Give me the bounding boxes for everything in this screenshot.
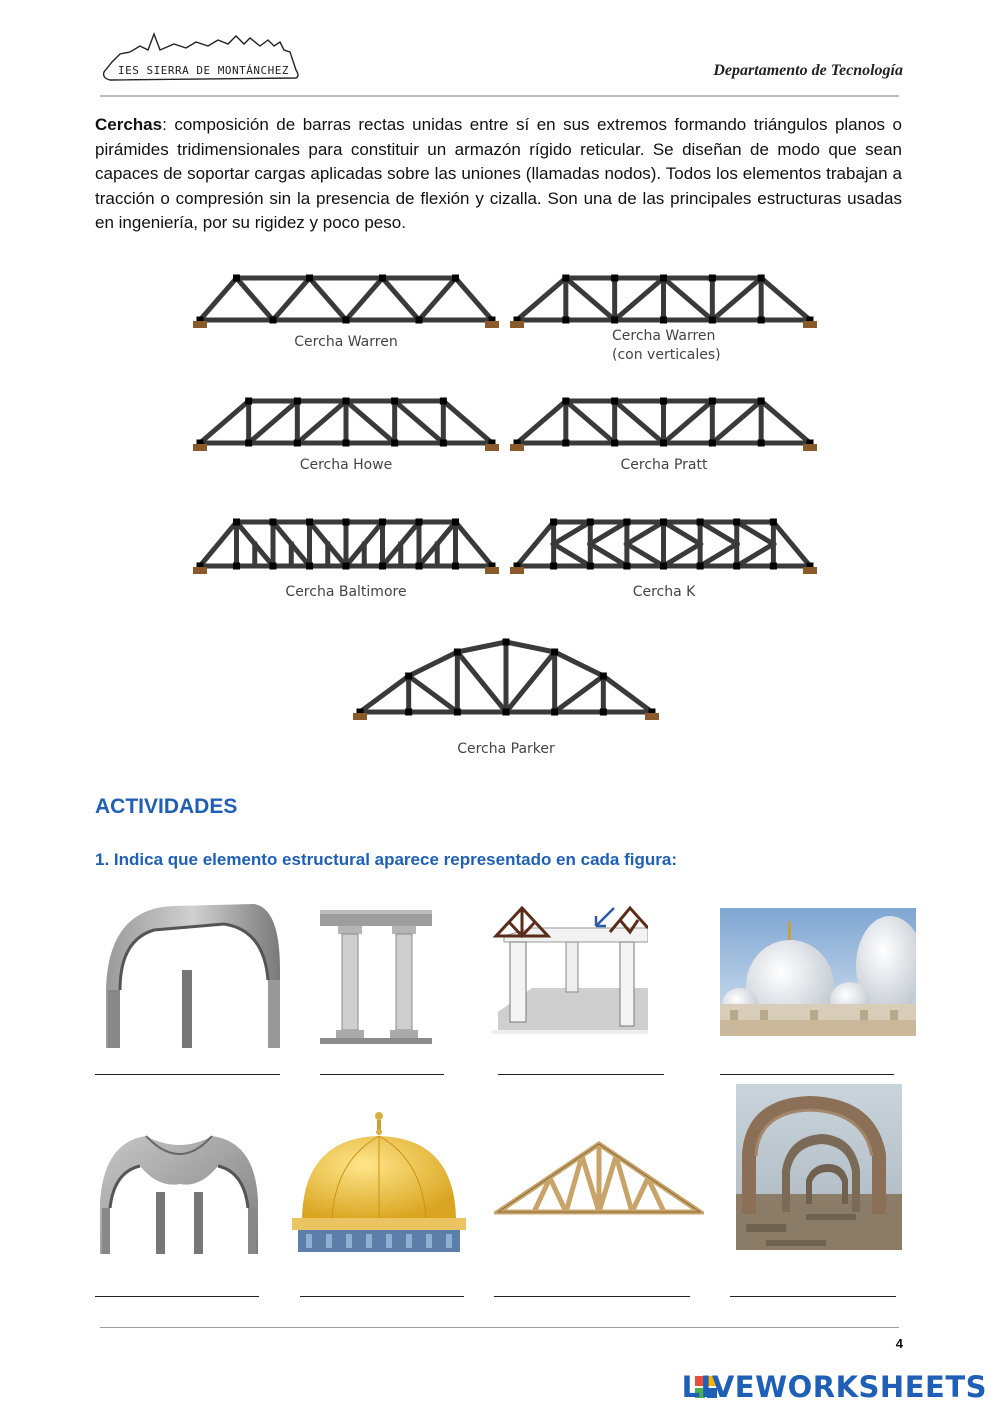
truss-howe-end-right <box>443 401 492 443</box>
answer-line-4[interactable] <box>720 1074 894 1075</box>
truss-howe-node <box>440 398 447 405</box>
truss-caption-baltimore: Cercha Baltimore <box>285 584 407 600</box>
truss-warren-support <box>193 321 207 328</box>
truss-howe-diagonal <box>249 401 298 443</box>
truss-k-node <box>623 519 630 526</box>
truss-howe-node <box>391 398 398 405</box>
truss-k-k-diagonal <box>700 522 737 544</box>
truss-k-node <box>550 563 557 570</box>
truss-parker-top-chord <box>360 676 409 712</box>
truss-parker-diagonal <box>457 652 506 712</box>
truss-baltimore-node <box>233 563 240 570</box>
truss-warren-vert-end-left <box>517 278 566 320</box>
truss-pratt-node <box>611 440 618 447</box>
intro-term: Cerchas <box>95 115 163 134</box>
truss-baltimore-end-right <box>456 522 493 566</box>
figure-wooden-truss <box>494 1140 704 1218</box>
truss-baltimore-node <box>306 563 313 570</box>
truss-parker-node <box>405 709 412 716</box>
truss-k-node <box>587 519 594 526</box>
truss-baltimore-support <box>485 567 499 574</box>
truss-k-k-diagonal <box>737 544 774 566</box>
truss-warren-node <box>379 275 386 282</box>
truss-warren-vert-diagonal <box>712 278 761 320</box>
truss-k-k-diagonal <box>627 522 664 544</box>
truss-warren-vert-support <box>803 321 817 328</box>
truss-k-node <box>697 563 704 570</box>
truss-pratt-end-right <box>761 401 810 443</box>
truss-caption-warren-vert: Cercha Warren (con verticales) <box>612 328 721 363</box>
truss-baltimore-node <box>379 563 386 570</box>
truss-parker-node <box>503 639 510 646</box>
truss-caption-parker: Cercha Parker <box>457 741 555 757</box>
truss-baltimore-support <box>193 567 207 574</box>
truss-parker-top-chord <box>555 652 604 676</box>
intro-paragraph <box>95 113 902 236</box>
figure-groin-vault <box>100 1132 258 1254</box>
truss-pratt-diagonal <box>712 401 761 443</box>
truss-k-node <box>623 563 630 570</box>
truss-howe-node <box>294 398 301 405</box>
truss-parker-node <box>454 649 461 656</box>
truss-k-node <box>587 563 594 570</box>
truss-k-node <box>770 563 777 570</box>
truss-pratt-node <box>660 398 667 405</box>
truss-baltimore-node <box>306 519 313 526</box>
intro-text: : composición de barras rectas unidas entre sí en sus extremos formando triángulos planos o pirámides tridimensionales para constituir un armazón rígido reticular. Se diseñan de modo que sean capaces de soportar cargas aplicadas sobre las uniones (llamadas nodos). Todos los elementos trabajan a tracción o compresión sin la presencia de flexión y cizalla. Son una de las principales estructuras usadas en ingeniería, por su rigidez y poco peso. <box>95 115 902 232</box>
truss-pratt-node <box>709 440 716 447</box>
truss-howe-diagonal <box>297 401 346 443</box>
answer-line-1[interactable] <box>95 1074 280 1075</box>
truss-pratt-diagonal <box>566 401 615 443</box>
truss-parker-top-chord <box>457 642 506 652</box>
truss-howe-node <box>294 440 301 447</box>
truss-warren-diagonal <box>310 278 347 320</box>
truss-k-end-right <box>773 522 810 566</box>
truss-baltimore-node <box>379 519 386 526</box>
truss-howe-support <box>485 444 499 451</box>
truss-k-support <box>803 567 817 574</box>
answer-line-7[interactable] <box>494 1296 690 1297</box>
truss-baltimore-end-left <box>200 522 237 566</box>
truss-k-node <box>660 519 667 526</box>
truss-baltimore-node <box>343 519 350 526</box>
truss-howe-node <box>245 398 252 405</box>
truss-k-k-diagonal <box>554 544 591 566</box>
truss-warren-vert-node <box>660 275 667 282</box>
truss-k-k-diagonal <box>664 522 701 544</box>
figure-stone-arches <box>736 1084 902 1250</box>
figure-barrel-vault <box>104 900 280 1048</box>
truss-k-k-diagonal <box>590 522 627 544</box>
truss-warren-vert-node <box>611 275 618 282</box>
figure-golden-dome <box>292 1110 466 1252</box>
truss-warren-diagonal <box>419 278 456 320</box>
truss-pratt-node <box>562 440 569 447</box>
truss-warren-diagonal <box>237 278 274 320</box>
truss-warren-vert-diagonal <box>664 278 713 320</box>
truss-warren-diagonal <box>456 278 493 320</box>
truss-warren-node <box>452 275 459 282</box>
truss-parker-diagonal <box>409 676 458 712</box>
truss-parker-diagonal <box>555 676 604 712</box>
truss-k-k-diagonal <box>627 544 664 566</box>
truss-k-k-diagonal <box>700 544 737 566</box>
truss-pratt-support <box>510 444 524 451</box>
truss-pratt-node <box>660 440 667 447</box>
department-title: Departamento de Tecnología <box>713 62 903 79</box>
question-1: 1. Indica que elemento estructural aparece representado en cada figura: <box>95 850 677 869</box>
answer-line-8[interactable] <box>730 1296 896 1297</box>
school-logo-text: IES SIERRA DE MONTÁNCHEZ <box>118 64 289 77</box>
truss-k-node <box>697 519 704 526</box>
truss-warren-vert-diagonal <box>615 278 664 320</box>
figure-roof-trusses-frame <box>492 902 648 1034</box>
truss-warren-vert-end-right <box>761 278 810 320</box>
school-logo <box>100 32 300 88</box>
truss-parker-node <box>405 673 412 680</box>
truss-parker-node <box>551 649 558 656</box>
truss-k-support <box>510 567 524 574</box>
truss-diagram <box>180 255 830 725</box>
truss-howe-diagonal <box>346 401 395 443</box>
truss-baltimore-node <box>416 519 423 526</box>
truss-warren-diagonal <box>273 278 310 320</box>
truss-k-k-diagonal <box>737 522 774 544</box>
truss-pratt-diagonal <box>615 401 664 443</box>
truss-baltimore-node <box>343 563 350 570</box>
truss-warren-node <box>233 275 240 282</box>
answer-line-3[interactable] <box>498 1074 664 1075</box>
truss-warren-node <box>343 317 350 324</box>
truss-warren-diagonal <box>200 278 237 320</box>
truss-howe-end-left <box>200 401 249 443</box>
truss-baltimore-node <box>270 519 277 526</box>
truss-howe-node <box>245 440 252 447</box>
truss-warren-vert-node <box>660 317 667 324</box>
truss-howe-node <box>440 440 447 447</box>
answer-line-5[interactable] <box>95 1296 259 1297</box>
truss-parker-support <box>353 713 367 720</box>
truss-k-node <box>733 563 740 570</box>
truss-k-k-diagonal <box>664 544 701 566</box>
truss-parker-top-chord <box>603 676 652 712</box>
truss-pratt-support <box>803 444 817 451</box>
truss-k-node <box>660 563 667 570</box>
truss-parker-support <box>645 713 659 720</box>
truss-howe-node <box>343 398 350 405</box>
header-divider <box>100 95 899 97</box>
truss-warren-node <box>270 317 277 324</box>
truss-baltimore-node <box>452 563 459 570</box>
footer-divider <box>100 1327 899 1328</box>
truss-parker-node <box>600 673 607 680</box>
truss-k-node <box>770 519 777 526</box>
activities-heading: ACTIVIDADES <box>95 795 238 818</box>
liveworksheets-brand: LIVEWORKSHEETS <box>681 1370 987 1404</box>
truss-howe-node <box>391 440 398 447</box>
truss-warren-node <box>416 317 423 324</box>
truss-pratt-node <box>611 398 618 405</box>
truss-warren-diagonal <box>346 278 383 320</box>
answer-line-6[interactable] <box>300 1296 464 1297</box>
truss-baltimore-node <box>452 519 459 526</box>
truss-parker-diagonal <box>506 652 555 712</box>
truss-warren-vert-node <box>758 317 765 324</box>
truss-caption-warren: Cercha Warren <box>294 334 398 350</box>
truss-warren-diagonal <box>383 278 420 320</box>
truss-howe-node <box>343 440 350 447</box>
truss-pratt-node <box>758 440 765 447</box>
figure-columns-lintel <box>320 908 434 1044</box>
truss-warren-vert-diagonal <box>566 278 615 320</box>
truss-baltimore-node <box>233 519 240 526</box>
truss-warren-vert-node <box>758 275 765 282</box>
truss-warren-support <box>485 321 499 328</box>
truss-howe-diagonal <box>395 401 444 443</box>
truss-k-k-diagonal <box>590 544 627 566</box>
truss-parker-top-chord <box>409 652 458 676</box>
truss-warren-vert-node <box>709 275 716 282</box>
truss-pratt-diagonal <box>664 401 713 443</box>
answer-line-2[interactable] <box>320 1074 444 1075</box>
truss-parker-node <box>454 709 461 716</box>
truss-caption-k: Cercha K <box>632 584 696 600</box>
truss-parker-node <box>503 709 510 716</box>
truss-parker-top-chord <box>506 642 555 652</box>
truss-baltimore-node <box>416 563 423 570</box>
truss-pratt-node <box>758 398 765 405</box>
truss-parker-node <box>600 709 607 716</box>
figure-mosque-domes <box>720 908 916 1036</box>
truss-caption-howe: Cercha Howe <box>299 457 393 473</box>
truss-pratt-node <box>709 398 716 405</box>
truss-howe-support <box>193 444 207 451</box>
truss-warren-vert-node <box>611 317 618 324</box>
truss-caption-pratt: Cercha Pratt <box>620 457 708 473</box>
truss-warren-node <box>306 275 313 282</box>
truss-k-end-left <box>517 522 554 566</box>
truss-parker-node <box>551 709 558 716</box>
page-number: 4 <box>895 1336 903 1351</box>
truss-k-node <box>550 519 557 526</box>
truss-k-node <box>733 519 740 526</box>
truss-pratt-node <box>562 398 569 405</box>
truss-warren-vert-node <box>562 275 569 282</box>
truss-warren-vert-node <box>562 317 569 324</box>
truss-pratt-end-left <box>517 401 566 443</box>
truss-warren-vert-node <box>709 317 716 324</box>
truss-k-k-diagonal <box>554 522 591 544</box>
truss-warren-vert-support <box>510 321 524 328</box>
truss-baltimore-node <box>270 563 277 570</box>
